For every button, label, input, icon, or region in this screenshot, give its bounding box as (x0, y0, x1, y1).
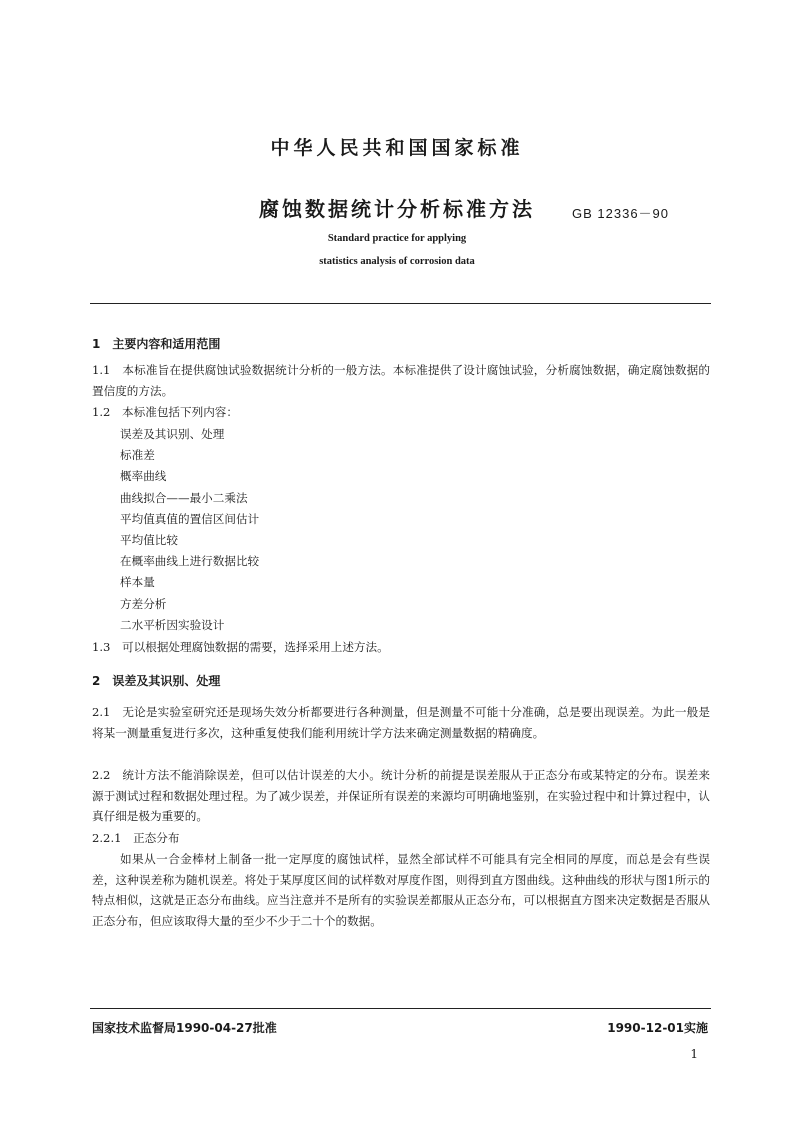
list-item: 误差及其识别、处理 (120, 427, 225, 441)
approval-date: 国家技术监督局1990-04-27批准 (92, 1021, 277, 1035)
list-item: 方差分析 (120, 596, 167, 611)
national-standard-title: 中华人民共和国国家标准 (270, 137, 524, 159)
list-item: 平均值比较 (120, 533, 178, 548)
section2-heading: 2 误差及其识别、处理 (92, 674, 221, 688)
standard-code: GB 12336－90 (572, 206, 670, 221)
section1-heading: 1 主要内容和适用范围 (92, 337, 221, 351)
effective-date: 1990-12-01实施 (607, 1021, 708, 1035)
subsection-2-2-1-heading: 2.2.1 正态分布 (92, 831, 180, 845)
list-item: 二水平析因实验设计 (120, 617, 225, 632)
list-item: 样本量 (120, 575, 155, 590)
paragraph-2-1: 2.1 无论是实验室研究还是现场失效分析都要进行各种测量，但是测量不可能十分准确，总是要出现误差。为此一般是将某一测量重复进行多次，这种重复使我们能利用统计学方法来确定测量数据的精确度。 (92, 705, 710, 740)
list-item: 平均值真值的置信区间估计 (120, 511, 260, 526)
page-number: 1 (690, 1047, 698, 1061)
list-item: 标准差 (120, 448, 155, 463)
list-item: 在概率曲线上进行数据比较 (120, 554, 260, 569)
paragraph-2-2-1: 如果从一合金棒材上制备一批一定厚度的腐蚀试样，显然全部试样不可能具有完全相同的厚度，而总是会有些误差，这种误差称为随机误差。将处于某厚度区间的试样数对厚度作图，则得到直方图曲线。这种曲线的形状与图1所示的特点相似，这就是正态分布曲线。应当注意并不是所有的实验误差都服从正态分布，可以根据直方图来决定数据是否服从正态分布，但应该取得大量的至少不少于二十个的数据。 (92, 852, 710, 928)
footer-divider (90, 1008, 711, 1009)
paragraph-1-1: 1.1 本标准旨在提供腐蚀试验数据统计分析的一般方法。本标准提供了设计腐蚀试验，分析腐蚀数据，确定腐蚀数据的置信度的方法。 (92, 363, 710, 398)
english-title-line1: Standard practice for applying (327, 233, 467, 244)
paragraph-1-2: 1.2 本标准包括下列内容： (92, 405, 238, 419)
english-title-line2: statistics analysis of corrosion data (319, 256, 475, 267)
list-item: 曲线拟合——最小二乘法 (120, 490, 248, 505)
content-list (120, 424, 259, 636)
paragraph-2-2: 2.2 统计方法不能消除误差，但可以估计误差的大小。统计分析的前提是误差服从于正态分布或某特定的分布。误差来源于测试过程和数据处理过程。为了减少误差，并保证所有误差的来源均可明确地鉴别，在实验过程中和计算过程中，认真仔细是极为重要的。 (92, 768, 710, 823)
paragraph-1-3: 1.3 可以根据处理腐蚀数据的需要，选择采用上述方法。 (92, 640, 389, 654)
document-title: 腐蚀数据统计分析标准方法 (259, 197, 535, 221)
header-divider (90, 303, 711, 304)
list-item: 概率曲线 (120, 469, 167, 484)
